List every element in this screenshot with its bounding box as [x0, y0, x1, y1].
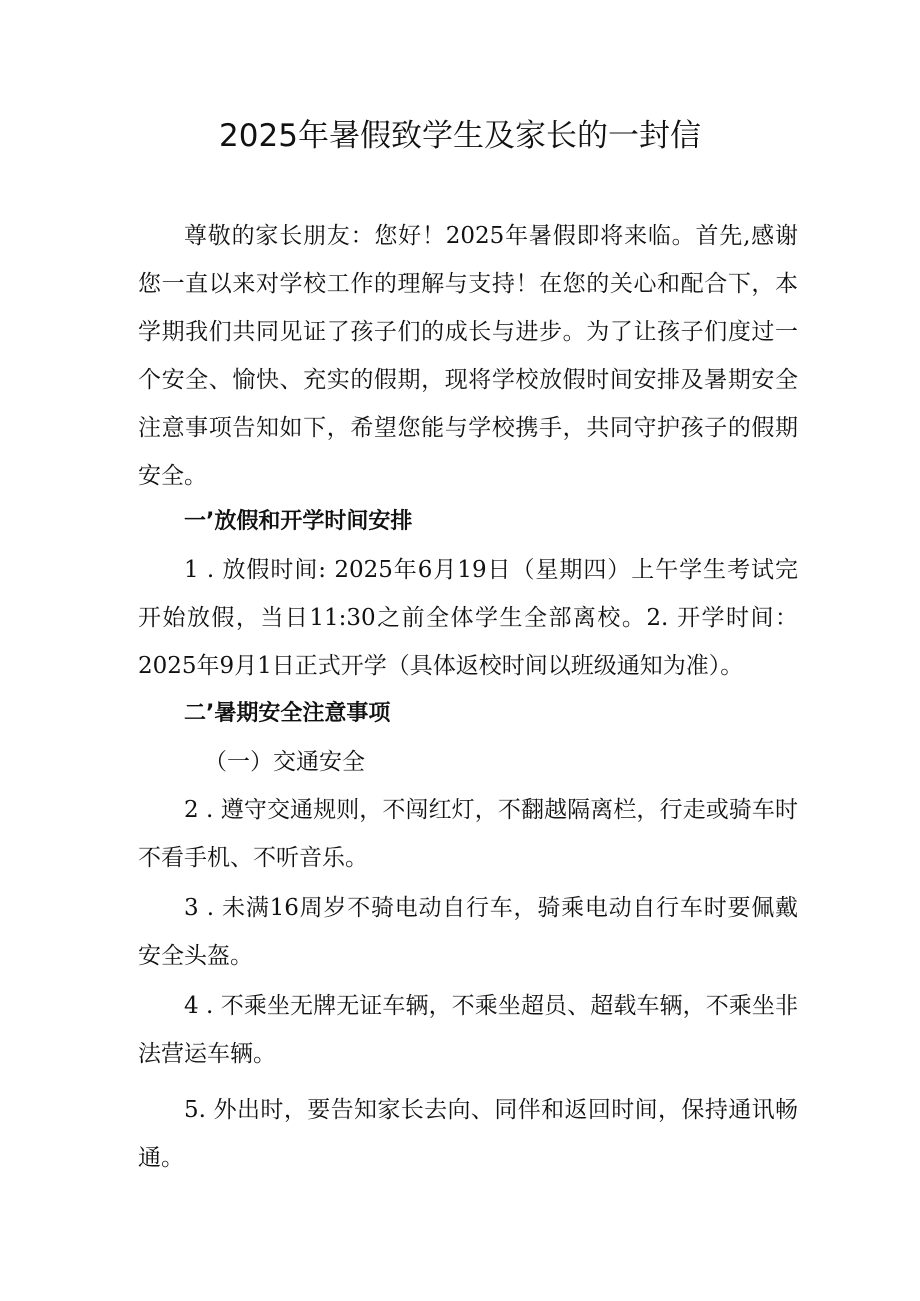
list-item-vehicles: 4 . 不乘坐无牌无证车辆，不乘坐超员、超载车辆，不乘坐非法营运车辆。	[138, 993, 798, 1067]
section-heading-safety: 二’暑期安全注意事项	[184, 701, 391, 726]
list-item-electric-bike: 3 . 未满16周岁不骑电动自行车，骑乘电动自行车时要佩戴安全头盔。	[138, 895, 798, 969]
intro-paragraph: 尊敬的家长朋友：您好！2025年暑假即将来临。首先,感谢您一直以来对学校工作的理解与支持！在您的关心和配合下，本学期我们共同见证了孩子们的成长与进步。为了让孩子们度过一个安全、愉快、充实的假期，现将学校放假时间安排及暑期安全注意事项告知如下，希望您能与学校携手，共同守护孩子的假期安全。	[138, 223, 798, 489]
schedule-paragraph: 1 . 放假时间: 2025年6月19日（星期四）上午学生考试完开始放假，当日11:30之前全体学生全部离校。2. 开学时间：2025年9月1日正式开学（具体返校时间以班级通知为准）。	[138, 557, 798, 679]
document-title: 2025年暑假致学生及家长的一封信	[219, 118, 701, 154]
subsection-traffic: （一）交通安全	[204, 749, 365, 775]
list-item-traffic-rules: 2 . 遵守交通规则，不闯红灯，不翻越隔离栏，行走或骑车时不看手机、不听音乐。	[138, 797, 798, 871]
section-heading-schedule: 一’放假和开学时间安排	[184, 509, 413, 534]
list-item-going-out: 5. 外出时，要告知家长去向、同伴和返回时间，保持通讯畅通。	[138, 1097, 798, 1171]
